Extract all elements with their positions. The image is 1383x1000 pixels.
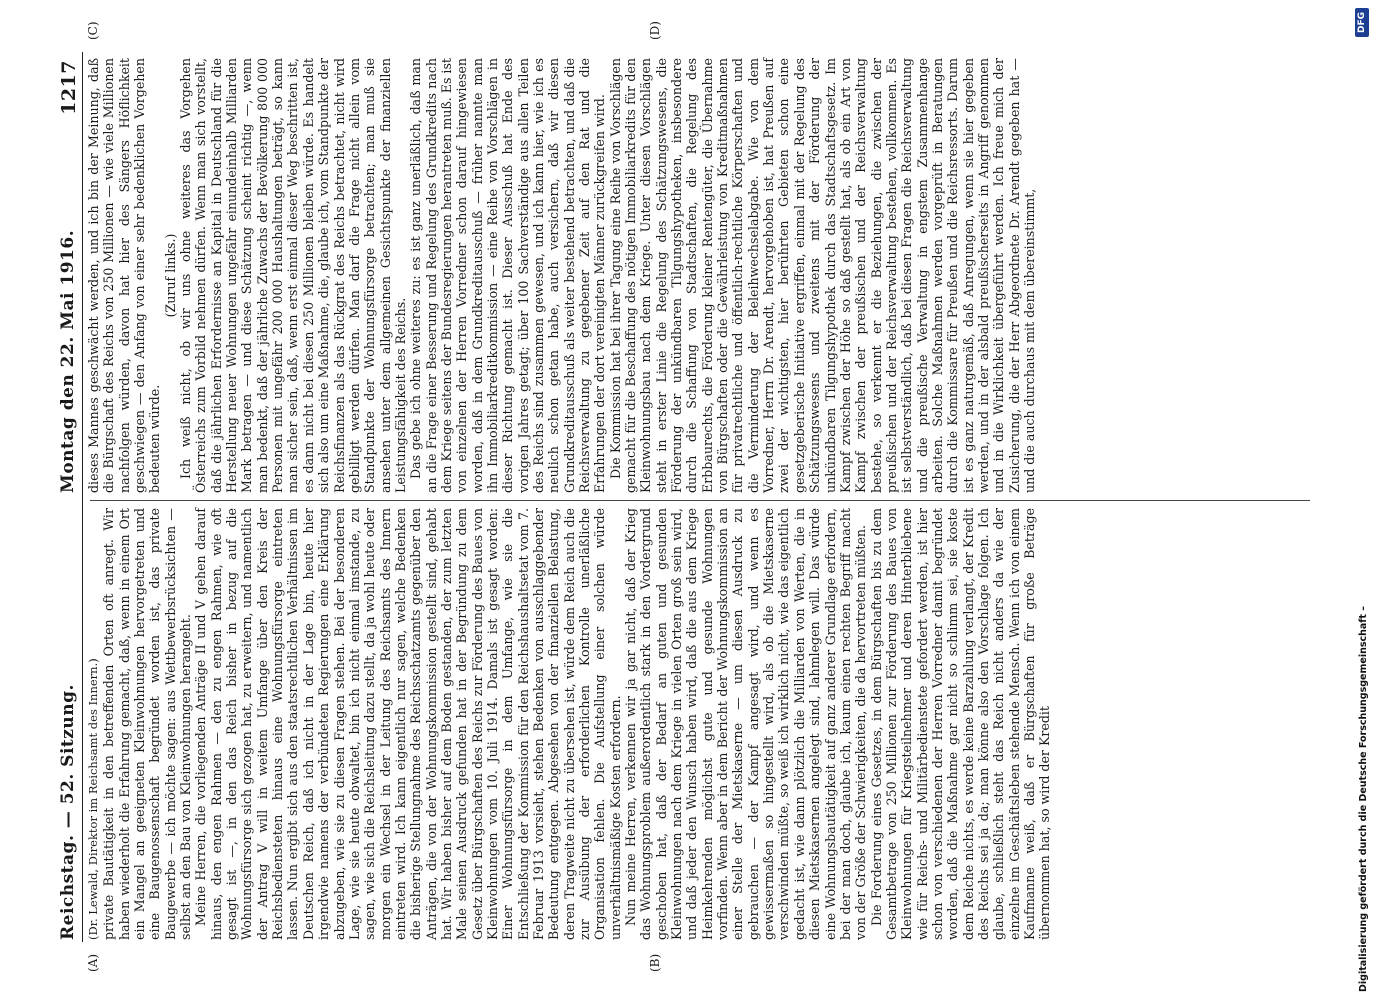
header-rule xyxy=(82,52,83,942)
paragraph: private Bautätigkeit in den betreffenden Orten oft anregt. Wir haben wiederholt die Erfahrung gemacht, daß, wenn in einem Ort ein Mangel an geeigneten Kleinwohnungen hervorgetreten und eine Baugenossenschaft begründet worden ist, das private Baugewerbe — ich möchte sagen: aus Wettbewerbsrücksichten — selbst an den Bau von Kleinwohnungen herangeht. xyxy=(101,508,194,940)
paragraph: Die Kommission hat bei ihrer Tagung eine Reihe von Vorschlägen gemacht für die Beschaffung des nötigen Immobiliarkredits für den Kleinwohnungsbau nach dem Kriege. Unter diesen Vorschlägen steht in erster Linie die Regelung des Schätzungswesens, die Förderung der unkündbaren Tilgungshypotheken, insbesondere durch die Schaffung von Stadtschaften, die Regelung des Erbbaurechts, die Förderung kleiner Rentengüter, die Übernahme von Bürgschaften oder die Gewährleistung von Kreditmaßnahmen für privatrechtliche und öffentlich-rechtliche Körperschaften und die Verminderung der Beleihwechselabgabe. Wie von dem Vorredner, Herrn Dr. Arendt, hervorgehoben ist, hat Preußen auf zwei der wichtigsten, hier berührten Gebieten schon eine gesetzgeberische Initiative ergriffen, einmal mit der Regelung des Schätzungswesens und zweitens mit der Förderung der unkündbaren Tilgungshypothek durch das Stadtschaftsgesetz. Im Kampf zwischen der Höhe so daß gestellt hat, als ob ein Art von Kampf zwischen der preußischen und der Reichsverwaltung bestehe, so verkennt er die Beziehungen, die zwischen der preußischen und der Reichsverwaltung bestehen, vollkommen. Es ist selbstverständlich, daß bei diesen Fragen die Reichsverwaltung und die preußische Verwaltung in engstem Zusammenhange arbeiten. Solche Maßnahmen werden vorgeprüft in Beratungen durch die Kommissare für Preußen und die Reichsressorts. Darum ist es ganz naturgemäß, daß Anregungen, wenn sie hier gegeben werden, und in der alsbald preußischerseits in Angriff genommen und in die Wirklichkeit übergeführt werden. Ich freue mich der Zusicherung, die der Herr Abgeordnete Dr. Arendt gegeben hat — und die auch durchaus mit dem übereinstimmt, xyxy=(607,58,1037,493)
credit-text: Digitalisierung gefördert durch die Deutsche Forschungsgemeinschaft – xyxy=(1358,605,1369,992)
margin-mark-c: (C) xyxy=(86,21,100,40)
margin-mark-d: (D) xyxy=(648,21,662,40)
column-divider xyxy=(90,500,1310,501)
page-header xyxy=(58,60,84,940)
interjection: (Zuruf links.) xyxy=(162,233,178,318)
paragraph: Die Forderung eines Gesetzes, in dem Bürgschaften bis zu dem Gesamtbetrage von 250 Millionen zur Förderung des Baues von Kleinwohnungen für Kriegsteilnehmer und deren Hinterbliebene wie für Reichs- und Militärbedienstete gefordert werden, ist hier schon von verschiedenen der Herren Vorredner damit begründet worden, daß die Maßnahme gar nicht so schlimm sei, sie koste dem Reiche nichts, es werde keine Barzahlung verlangt, der Kredit des Reichs sei ja da; man könne also den Vorschlage folgen. Ich glaube, schließlich steht das Reich nicht anders da wie der einzelne im Geschäftsleben stehende Mensch. Wenn ich von einem Kaufmanne weiß, daß er Bürgschaften für große Beträge übernommen hat, so wird der Kredit xyxy=(868,508,1053,940)
paragraph: Meine Herren, die vorliegenden Anträge II und V gehen darauf hinaus, den engen Rahmen — den zu engen Rahmen, wie oft gesagt ist —, in den das Reich bisher in bezug auf die Wohnungsfürsorge sich gezogen hat, zu erweitern, und namentlich der Antrag V will in weitem Umfange über den Kreis der Reichsbediensteten hinaus eine Wohnungsfürsorge eintreten lassen. Nun ergibt sich aus den staatsrechtlichen Verhältnissen im Deutschen Reich, daß ich nicht in der Lage bin, heute hier irgendwie namens der verbündeten Regierungen eine Erklärung abzugeben, wie sie zu diesen Fragen stehen. Bei der besonderen Lage, wie sie heute obwaltet, bin ich nicht einmal imstande, zu sagen, wie sich die Reichsleitung dazu stellt, da ja wohl heute oder morgen ein Wechsel in der Leitung des Reichsamts des Innern eintreten wird. Ich kann eigentlich nur sagen, welche Bedenken die bisherige Stellungnahme des Reichsschatzamts gegenüber den Anträgen, die von der Wohnungskommission gestellt sind, gehabt hat. Wir haben bisher auf dem Boden gestanden, der zum letzten Male seinen Ausdruck gefunden hat in der Begründung zu dem Gesetz über Bürgschaften des Reichs zur Förderung des Baues von Kleinwohnungen vom 10. Juli 1914. Damals ist gesagt worden: Einer Wohnungsfürsorge in dem Umfange, wie sie die Entschließung der Kommission für den Reichshaushaltsetat vom 7. Februar 1913 vorsieht, stehen Bedenken von ausschlaggebender Bedeutung entgegen. Abgesehen von der finanziellen Belastung, deren Tragweite nicht zu übersehen ist, würde dem Reich auch die zur Ausübung der erforderlichen Kontrolle unerläßliche Organisation fehlen. Die Aufstellung einer solchen würde unverhältnismäßige Kosten erfordern. xyxy=(193,508,623,940)
dfg-logo: DFG xyxy=(1355,8,1369,37)
page-number: 1217 xyxy=(58,60,80,115)
speaker-line: (Dr. Lewald, Direktor im Reichsamt des Innern.) xyxy=(86,658,100,940)
digitization-credit xyxy=(1355,2,1375,992)
paragraph: Das gebe ich ohne weiteres zu: es ist ganz unerläßlich, daß man an die Frage einer Besserung und Regelung des Grundkredits nach dem Kriege seitens der Bundesregierungen herantreten muß. Es ist von einzelnen der Herren Vorredner schon darauf hingewiesen worden, daß in dem Grundkreditausschuß — früher nannte man ihn Immobiliarkreditkommission — eine Reihe von Vorschlägen in dieser Richtung gemacht ist. Dieser Ausschuß hat Ende des vorigen Jahres getagt; über 100 Sachverständige aus allen Teilen des Reichs sind zusammen gewesen, und ich kann hier, wie ich es neulich schon getan habe, auch versichern, daß wir diesen Grundkreditausschuß als weiter bestehend betrachten, und daß die Reichsverwaltung zu gegebener Zeit auf den Rat und die Erfahrungen der dort vereinigten Männer zurückgreifen wird. xyxy=(408,58,608,493)
header-date: Montag den 22. Mai 1916. xyxy=(58,229,78,493)
right-column xyxy=(86,58,1037,493)
margin-mark-a: (A) xyxy=(86,953,100,972)
left-column xyxy=(86,508,1053,940)
paragraph: Ich weiß nicht, ob wir uns ohne weiteres das Vorgehen Österreichs zum Vorbild nehmen dürfen. Wenn man sich vorstellt, daß die jährlichen Erfordernisse an Kapital in Deutschland für die Herstellung neuer Wohnungen ungefähr einundeinhalb Milliarden Mark betragen — und diese Schätzung scheint richtig —, wenn man bedenkt, daß der jährliche Zuwachs der Bevölkerung 800 000 Personen mit ungefähr 200 000 Haushaltungen beträgt, so kann man sicher sein, daß, wenn erst einmal dieser Weg beschritten ist, es dann nicht bei diesen 250 Millionen bleiben würde. Es handelt sich also um eine Maßnahme, die, glaube ich, vom Standpunkte der Reichsfinanzen als das Rückgrat des Reichs betrachtet, nicht wird gebilligt werden dürfen. Man darf die Frage nicht allein vom Standpunkte der Wohnungsfürsorge betrachten; man muß sie ansehen unter dem allgemeinen Gesichtspunkte der finanziellen Leistungsfähigkeit des Reichs. xyxy=(178,58,408,493)
paragraph: Nun meine Herren, verkennen wir ja gar nicht, daß der Krieg das Wohnungsproblem außerordentlich stark in den Vordergrund geschoben hat, daß der Bedarf an guten und gesunden Kleinwohnungen nach dem Kriege in vielen Orten groß sein wird, und daß jeder den Wunsch haben wird, daß die aus dem Kriege Heimkehrenden möglichst gute und gesunde Wohnungen vorfinden. Wenn aber in dem Bericht der Wohnungskommission an einer Stelle der Mietskaserne — um diesen Ausdruck zu gebrauchen — der Kampf angesagt wird, und wenn es gewissermaßen so hingestellt wird, als ob die Mietskaserne verschwinden müßte, so weiß ich wirklich nicht, wie das eigentlich gedacht ist, wie dann plötzlich die Milliarden von Werten, die in diesen Mietskasernen angelegt sind, lahmlegen will. Das würde eine Wohnungsbautätigkeit auf ganz anderer Grundlage erfordern, bei der man doch, glaube ich, kaum einen rechten Begriff macht von der Größe der Schwierigkeiten, die da hervortreten müßten. xyxy=(623,508,869,940)
paragraph: dieses Mannes geschwächt werden, und ich bin der Meinung, daß die Bürgschaft des Reichs von 250 Millionen — wie viele Millionen nachfolgen würden, davon hat hier des Sängers Höflichkeit geschwiegen — den Anfang von einer sehr bedenklichen Vorgehen bedeuten würde. xyxy=(86,58,163,493)
margin-mark-b: (B) xyxy=(648,953,662,972)
header-left-title: Reichstag. — 52. Sitzung. xyxy=(58,684,78,940)
